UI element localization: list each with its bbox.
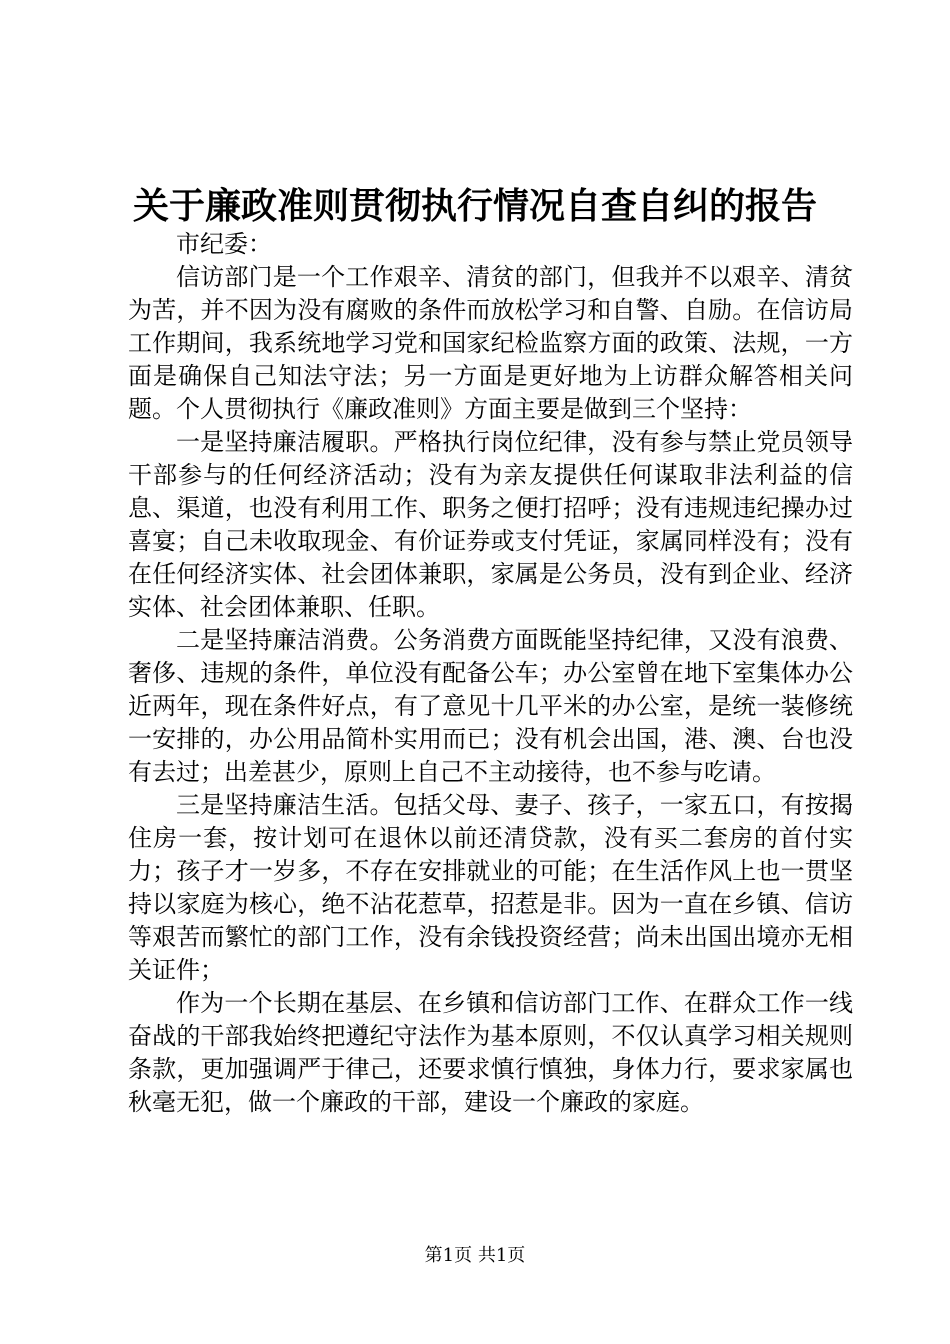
document-title: 关于廉政准则贯彻执行情况自查自纠的报告 bbox=[132, 185, 817, 227]
paragraph-point-two: 二是坚持廉洁消费。公务消费方面既能坚持纪律，又没有浪费、奢侈、违规的条件，单位没有配备公车；办公室曾在地下室集体办公近两年，现在条件好点，有了意见十几平米的办公室，是统一装修统一安排的，办公用品简朴实用而已；没有机会出国，港、澳、台也没有去过；出差甚少，原则上自己不主动接待，也不参与吃请。 bbox=[128, 626, 853, 786]
page-number-footer: 第1页 共1页 bbox=[424, 1245, 526, 1266]
paragraph-point-three: 三是坚持廉洁生活。包括父母、妻子、孩子，一家五口，有按揭住房一套，按计划可在退休以前还清贷款，没有买二套房的首付实力；孩子才一岁多，不存在安排就业的可能；在生活作风上也一贯坚持以家庭为核心，绝不沾花惹草，招惹是非。因为一直在乡镇、信访等艰苦而繁忙的部门工作，没有余钱投资经营；尚未出国出境亦无相关证件； bbox=[128, 791, 853, 984]
paragraph-conclusion: 作为一个长期在基层、在乡镇和信访部门工作、在群众工作一线奋战的干部我始终把遵纪守法作为基本原则，不仅认真学习相关规则条款，更加强调严于律己，还要求慎行慎独，身体力行，要求家属也秋毫无犯，做一个廉政的干部，建设一个廉政的家庭。 bbox=[128, 989, 853, 1116]
salutation: 市纪委： bbox=[176, 230, 272, 258]
document-body bbox=[128, 228, 853, 1119]
paragraph-point-one: 一是坚持廉洁履职。严格执行岗位纪律，没有参与禁止党员领导干部参与的任何经济活动；没有为亲友提供任何谋取非法利益的信息、渠道，也没有利用工作、职务之便打招呼；没有违规违纪操办过喜宴；自己未收取现金、有价证券或支付凭证，家属同样没有；没有在任何经济实体、社会团体兼职，家属是公务员，没有到企业、经济实体、社会团体兼职、任职。 bbox=[128, 428, 853, 621]
paragraph-intro: 信访部门是一个工作艰辛、清贫的部门，但我并不以艰辛、清贫为苦，并不因为没有腐败的条件而放松学习和自警、自励。在信访局工作期间，我系统地学习党和国家纪检监察方面的政策、法规，一方面是确保自己知法守法；另一方面是更好地为上访群众解答相关问题。个人贯彻执行《廉政准则》方面主要是做到三个坚持： bbox=[128, 263, 853, 423]
